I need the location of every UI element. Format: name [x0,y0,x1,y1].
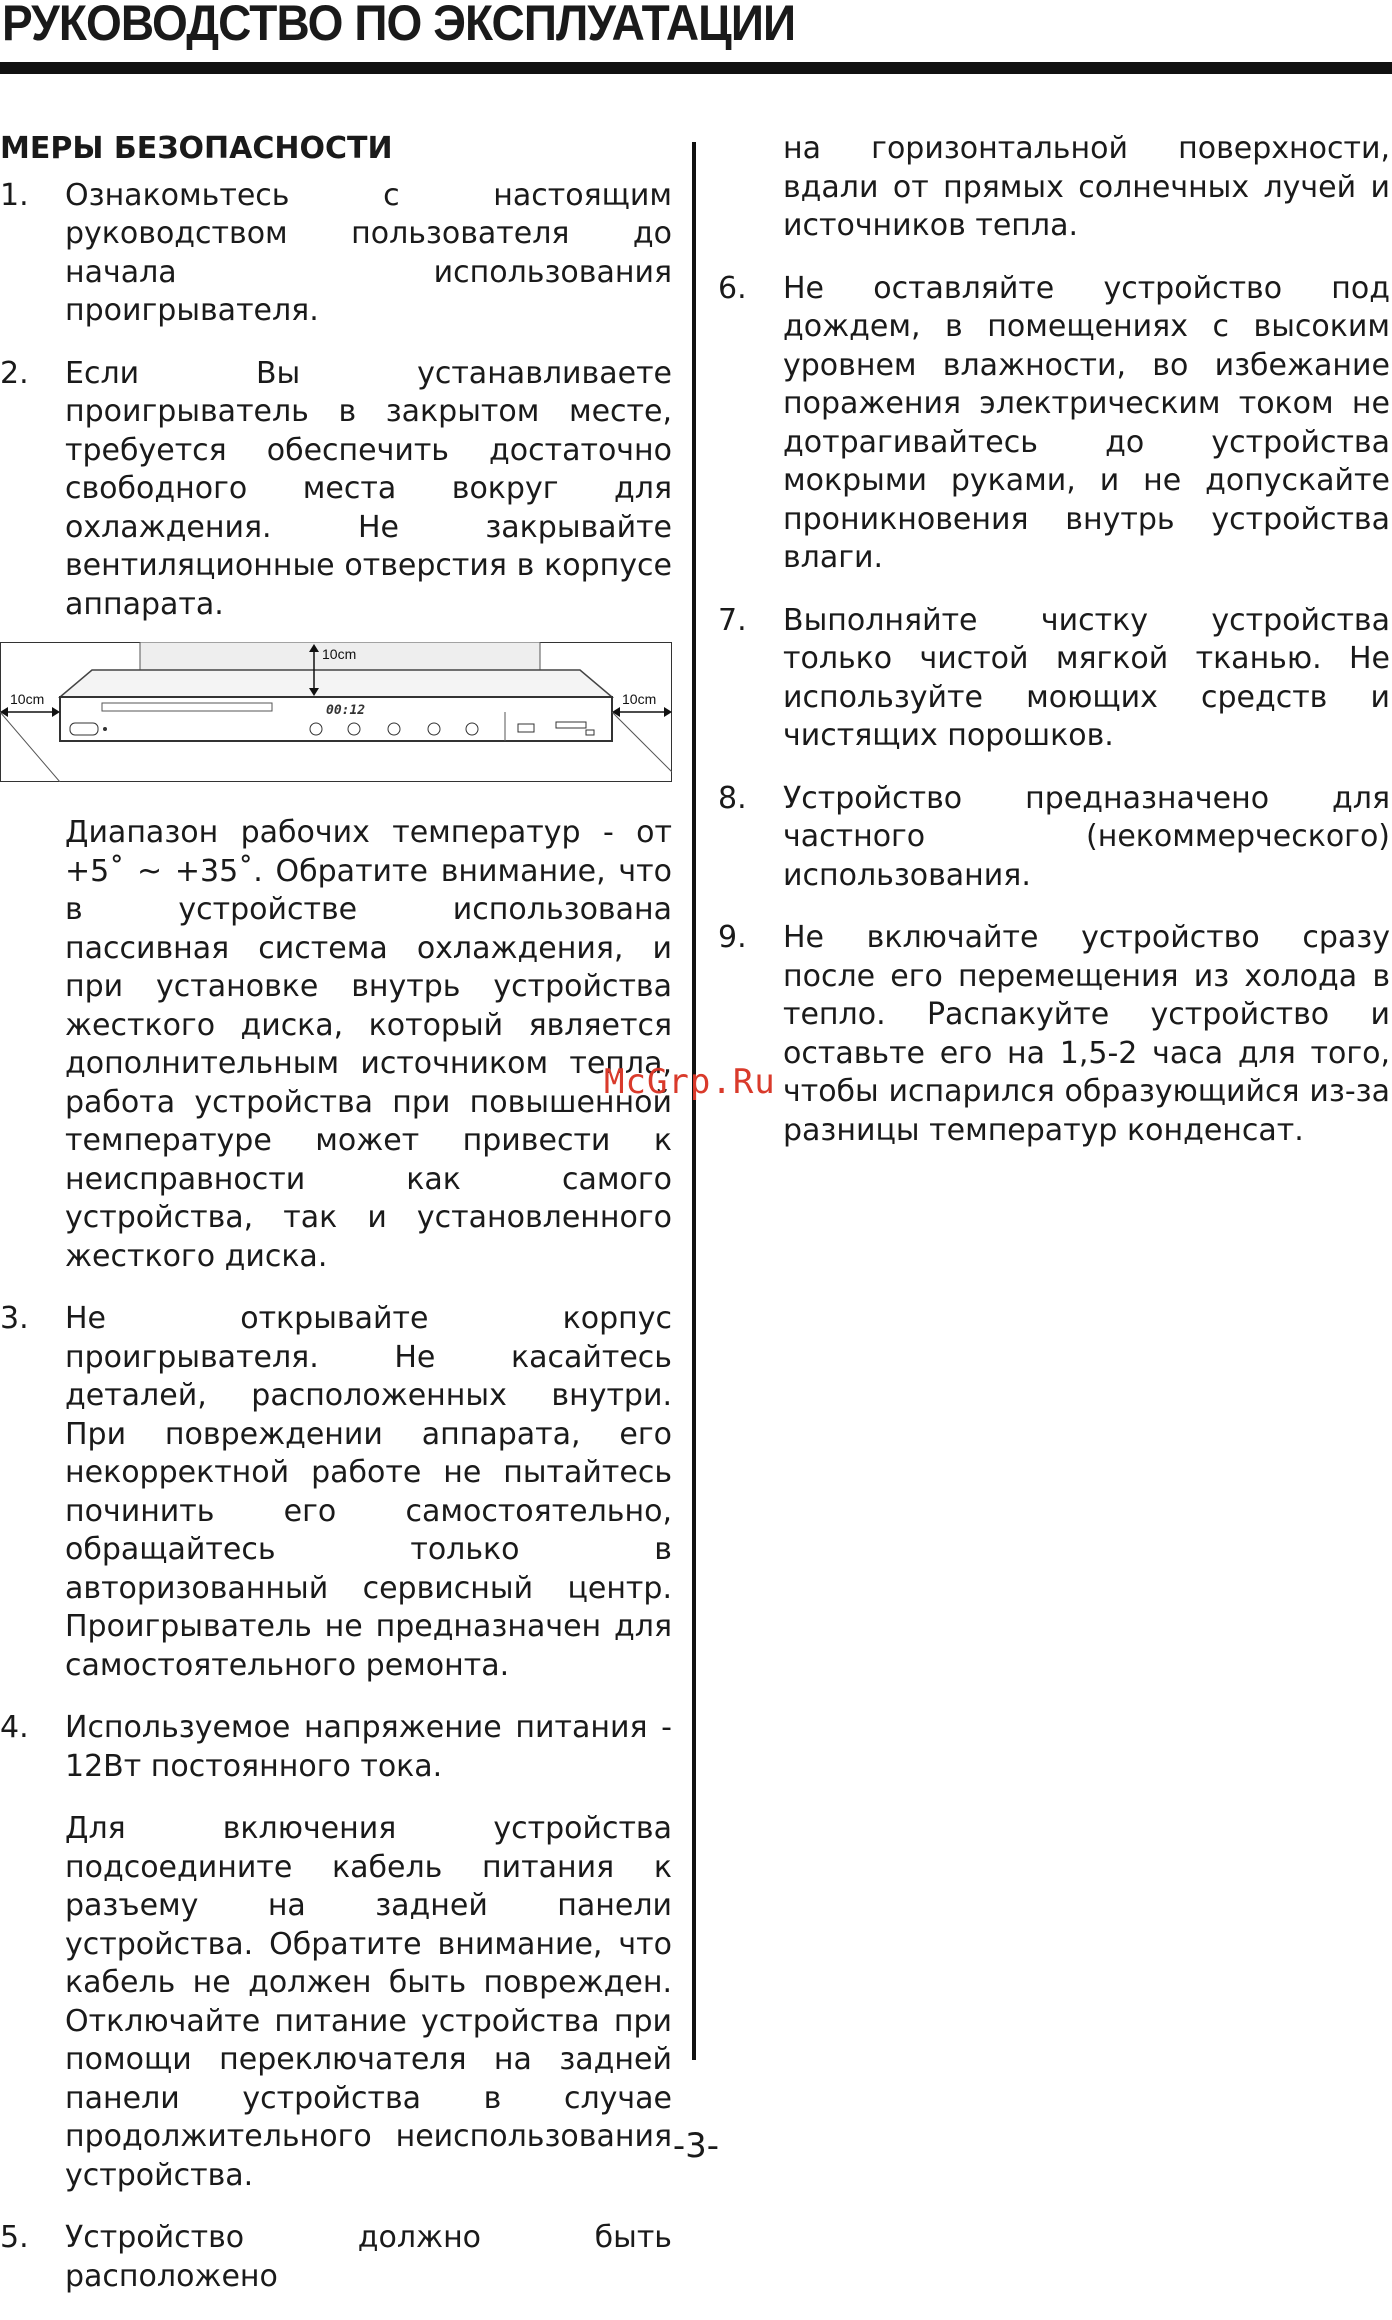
item-text: Не включайте устройство сразу после его перемещения из холода в тепло. Распакуйте устройство и оставьте его на 1,5-2 часа для того, чтобы испарился образующийся из-за разницы температур конденсат. [783,920,1390,1148]
list-item [0,1709,672,1786]
player-clearance-figure [0,642,672,782]
list-item [0,2219,672,2296]
list-item [0,355,672,625]
header-rule [0,62,1392,74]
left-clearance-label: 10cm [10,691,45,707]
display-readout: 00:12 [326,703,366,718]
item-number: 1. [0,177,29,213]
item-number: 4. [0,1710,29,1745]
item-2-extra: Диапазон рабочих температур - от +5˚ ~ +35˚. Обратите внимание, что в устройстве использована пассивная система охлаждения, и при установке внутрь устройства жесткого диска, который является дополнительным источником тепла, работа устройства при повышенной температуре может привести к неисправности как самого устройства, так и установленного жесткого диска. [65,815,672,1274]
left-column [0,130,672,2320]
item-number: 3. [0,1301,29,1336]
section-title: МЕРЫ БЕЗОПАСНОСТИ [0,131,393,166]
item-text: Не оставляйте устройство под дождем, в помещениях с высоким уровнем влажности, во избежание поражения электрическим током не дотрагивайтесь до устройства мокрыми руками, и не допускайте проникновения внутрь устройства влаги. [783,270,1390,575]
item-4-extra: Для включения устройства подсоедините кабель питания к разъему на задней панели устройства. Обратите внимание, что кабель не должен быть поврежден. Отключайте питание устройства при помощи переключателя на задней панели устройства в случае продолжительного неиспользования устройства. [65,1811,672,2193]
page-header [0,0,1392,74]
clearance-diagram [0,642,672,782]
item-text: Устройство предназначено для частного (некоммерческого) использования. [783,780,1390,893]
right-clearance-label: 10cm [622,691,657,707]
item-5-continuation: на горизонтальной поверхности, вдали от прямых солнечных лучей и источников тепла. [783,131,1390,243]
right-column [718,130,1390,1174]
item-text: Выполняйте чистку устройства только чистой мягкой тканью. Не используйте моющих средств и чистящих порошков. [783,602,1390,753]
list-item [718,919,1390,1150]
list-item [718,270,1390,578]
list-item [0,1300,672,1685]
item-text: Устройство должно быть расположено [65,2220,672,2294]
list-item [718,602,1390,756]
item-number: 6. [718,270,747,306]
top-clearance-label: 10cm [322,646,357,662]
item-number: 5. [0,2220,29,2255]
watermark: McGrp.Ru [604,1062,776,1102]
item-number: 8. [718,780,747,816]
item-text: Ознакомьтесь с настоящим руководством пользователя до начала использования проигрывателя. [65,177,672,328]
item-number: 7. [718,602,747,638]
list-item [718,780,1390,896]
list-item [0,177,672,331]
item-number: 9. [718,920,747,955]
page-title: РУКОВОДСТВО ПО ЭКСПЛУАТАЦИИ [2,0,796,51]
item-text: Если Вы устанавливаете проигрыватель в закрытом месте, требуется обеспечить достаточно свободного места вокруг для охлаждения. Не закрывайте вентиляционные отверстия в корпусе аппарата. [65,355,672,622]
item-number: 2. [0,355,29,391]
page-number: -3- [672,2126,720,2166]
item-text: Используемое напряжение питания - 12Вт постоянного тока. [65,1710,672,1784]
item-text: Не открывайте корпус проигрывателя. Не касайтесь деталей, расположенных внутри. При повреждении аппарата, его некорректной работе не пытайтесь починить его самостоятельно, обращайтесь только в авторизованный сервисный центр. Проигрыватель не предназначен для самостоятельного ремонта. [65,1301,672,1683]
